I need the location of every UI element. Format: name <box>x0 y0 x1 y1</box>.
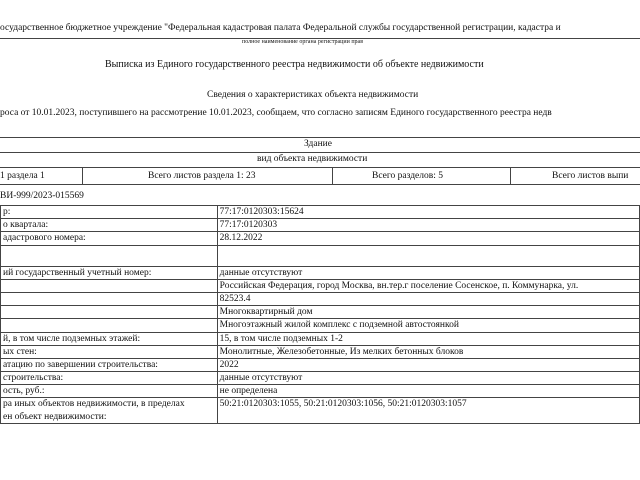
row-label: р: <box>1 206 218 219</box>
row-label: й, в том числе подземных этажей: <box>1 332 218 345</box>
row-label <box>1 292 218 305</box>
table-row <box>1 345 640 358</box>
row-value: Многоквартирный дом <box>217 306 639 319</box>
table-row <box>1 266 640 279</box>
total-sections: Всего разделов: 5 <box>372 171 444 181</box>
extract-number: ВИ-999/2023-015569 <box>0 191 84 201</box>
row-value: Монолитные, Железобетонные, Из мелких бетонных блоков <box>217 345 639 358</box>
section-title: Сведения о характеристиках объекта недвижимости <box>207 90 419 100</box>
table-row <box>1 232 640 245</box>
row-label: ен объект недвижимости: <box>1 411 218 424</box>
box-top-border <box>0 137 640 138</box>
table-row <box>1 292 640 305</box>
characteristics-table <box>0 205 640 424</box>
row-label: ра иных объектов недвижимости, в пределах <box>1 398 218 411</box>
row-value: данные отсутствуют <box>217 266 639 279</box>
table-row <box>1 319 640 332</box>
table-row <box>1 245 640 266</box>
sheet-number: 1 раздела 1 <box>0 171 45 181</box>
row-label <box>1 319 218 332</box>
table-row <box>1 279 640 292</box>
row-label: ость, руб.: <box>1 385 218 398</box>
box-lower-border <box>0 167 640 168</box>
document-title: Выписка из Единого государственного реестра недвижимости об объекте недвижимости <box>105 59 484 70</box>
row-value: 82523.4 <box>217 292 639 305</box>
row-label: ий государственный учетный номер: <box>1 266 218 279</box>
row-label <box>1 245 218 266</box>
table-row <box>1 372 640 385</box>
row-label: атацию по завершении строительства: <box>1 358 218 371</box>
sheet-divider-1 <box>82 168 83 184</box>
object-type-caption: вид объекта недвижимости <box>257 154 368 164</box>
sheet-divider-3 <box>510 168 511 184</box>
row-label <box>1 279 218 292</box>
row-value <box>217 411 639 424</box>
row-value <box>217 245 639 266</box>
request-line: роса от 10.01.2023, поступившего на рассмотрение 10.01.2023, сообщаем, что согласно записям Единого государственного реестра недв <box>0 108 552 118</box>
row-label <box>1 306 218 319</box>
sheet-divider-2 <box>332 168 333 184</box>
table-row <box>1 206 640 219</box>
row-value: 28.12.2022 <box>217 232 639 245</box>
total-sheets-section: Всего листов раздела 1: 23 <box>148 171 256 181</box>
row-label: о квартала: <box>1 219 218 232</box>
table-row <box>1 385 640 398</box>
row-value: 50:21:0120303:1055, 50:21:0120303:1056, 50:21:0120303:1057 <box>217 398 639 411</box>
row-value: не определена <box>217 385 639 398</box>
row-value: 15, в том числе подземных 1-2 <box>217 332 639 345</box>
box-mid-border <box>0 152 640 153</box>
row-value: 2022 <box>217 358 639 371</box>
table-row <box>1 306 640 319</box>
institution-caption: полное наименование органа регистрации прав <box>242 39 364 45</box>
total-sheets-extract: Всего листов выпи <box>552 171 629 181</box>
table-row <box>1 411 640 424</box>
table-row <box>1 219 640 232</box>
row-label: адастрового номера: <box>1 232 218 245</box>
row-label: ых стен: <box>1 345 218 358</box>
institution-name: осударственное бюджетное учреждение "Федеральная кадастровая палата Федеральной службы государственной регистрации, кадастра и <box>0 23 561 33</box>
row-value: Российская Федерация, город Москва, вн.тер.г поселение Сосенское, п. Коммунарка, ул. <box>217 279 639 292</box>
row-value: 77:17:0120303:15624 <box>217 206 639 219</box>
table-row <box>1 332 640 345</box>
row-value: данные отсутствуют <box>217 372 639 385</box>
table-row <box>1 398 640 411</box>
row-value: Многоэтажный жилой комплекс с подземной автостоянкой <box>217 319 639 332</box>
object-type: Здание <box>304 139 332 149</box>
sheet-row-bottom <box>0 184 640 185</box>
table-row <box>1 358 640 371</box>
row-value: 77:17:0120303 <box>217 219 639 232</box>
row-label: строительства: <box>1 372 218 385</box>
